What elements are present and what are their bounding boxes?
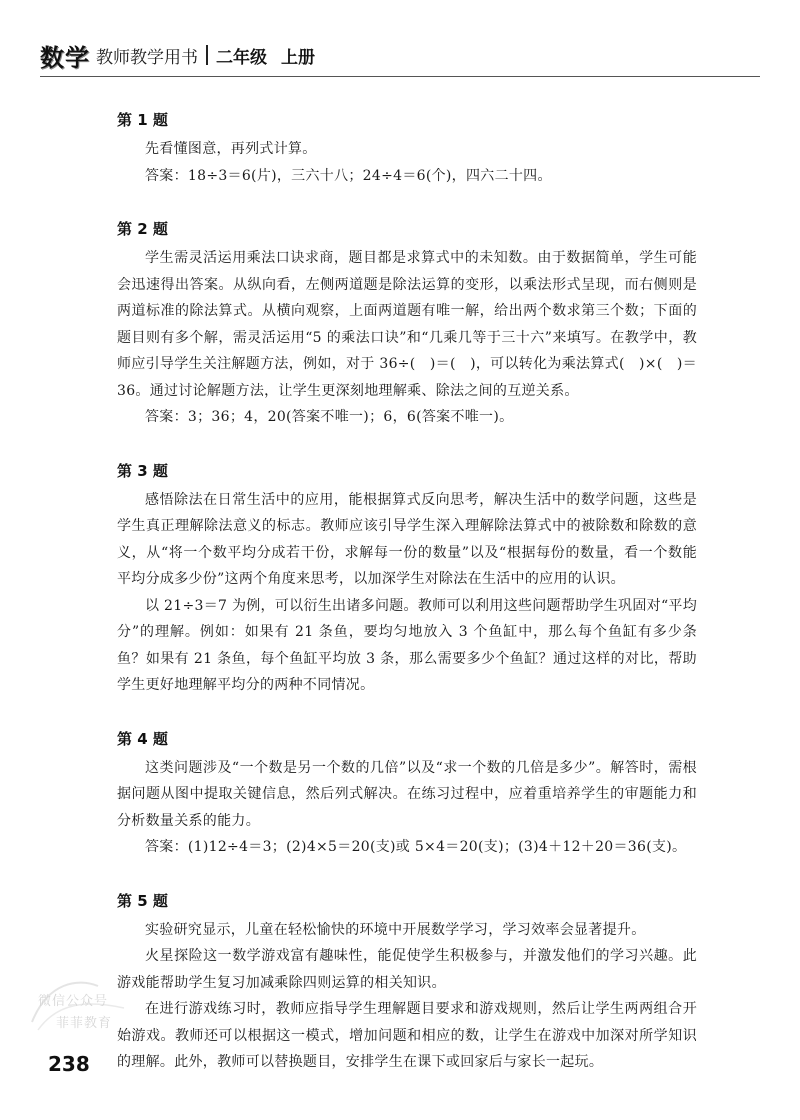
section-q4 [117, 727, 697, 861]
paragraph: 火星探险这一数学游戏富有趣味性，能促使学生积极参与，并激发他们的学习兴趣。此游戏能帮助学生复习加减乘除四则运算的相关知识。 [117, 948, 697, 991]
section-q5 [117, 889, 697, 1076]
paragraph: 在进行游戏练习时，教师应指导学生理解题目要求和游戏规则，然后让学生两两组合开始游戏。教师还可以根据这一模式，增加问题和相应的数，让学生在游戏中加深对所学知识的理解。此外，教师可以替换题目，安排学生在课下或回家后与家长一起玩。 [117, 1001, 697, 1070]
section-q1 [117, 108, 697, 189]
header-divider [206, 45, 208, 65]
paragraph: 这类问题涉及“一个数是另一个数的几倍”以及“求一个数的几倍是多少”。解答时，需根据问题从图中提取关键信息，然后列式解决。在练习过程中，应着重培养学生的审题能力和分析数量关系的能力。 [117, 759, 697, 829]
header-rule [40, 76, 760, 77]
answer-paragraph: 答案：3；36；4，20(答案不唯一)；6，6(答案不唯一)。 [145, 409, 514, 425]
watermark-line-1: 微信公众号 [38, 994, 109, 1009]
section-title: 第 1 题 [117, 111, 168, 129]
watermark-line-2: 菲菲教育 [56, 1016, 113, 1031]
subject-logo: 数学 [40, 43, 90, 72]
grade-label: 二年级 [216, 47, 267, 68]
page-number: 238 [48, 1052, 90, 1076]
section-title: 第 4 题 [117, 729, 168, 748]
book-title: 教师教学用书 [96, 47, 198, 68]
volume-label: 上册 [281, 47, 315, 68]
page-header [40, 38, 315, 72]
page-content [117, 108, 697, 1104]
section-q3 [117, 459, 697, 699]
paragraph: 以 21÷3＝7 为例，可以衍生出诸多问题。教师可以利用这些问题帮助学生巩固对“平均分”的理解。例如：如果有 21 条鱼，要均匀地放入 3 个鱼缸中，那么每个鱼缸有多少条鱼？如果有 21 条鱼，每个鱼缸平均放 3 条，那么需要多少个鱼缸？通过这样的对比，帮助学生更好地理解平均分的两种不同情况。 [117, 597, 698, 693]
paragraph: 实验研究显示，儿童在轻松愉快的环境中开展数学学习，学习效率会显著提升。 [145, 921, 646, 938]
paragraph: 感悟除法在日常生活中的应用，能根据算式反向思考，解决生活中的数学问题，这些是学生真正理解除法意义的标志。教师应该引导学生深入理解除法算式中的被除数和除数的意义，从“将一个数平均分成若干份，求解每一份的数量”以及“根据每份的数量，看一个数能平均分成多少份”这两个角度来思考，以加深学生对除法在生活中的应用的认识。 [117, 491, 697, 587]
section-title: 第 2 题 [117, 220, 168, 238]
answer-paragraph: 答案：(1)12÷4＝3；(2)4×5＝20(支)或 5×4＝20(支)；(3)4＋12＋20＝36(支)。 [145, 839, 687, 855]
section-title: 第 5 题 [117, 891, 168, 910]
paragraph: 学生需灵活运用乘法口诀求商，题目都是求算式中的未知数。由于数据简单，学生可能会迅速得出答案。从纵向看，左侧两道题是除法运算的变形，以乘法形式呈现，而右侧则是两道标准的除法算式。从横向观察，上面两道题有唯一解，给出两个数求第三个数；下面的题目则有多个解，需灵活运用“5 的乘法口诀”和“几乘几等于三十六”来填写。在教学中，教师应引导学生关注解题方法，例如，对于 36÷( )＝( )，可以转化为乘法算式( )×( )＝36。通过讨论解题方法，让学生更深刻地理解乘、除法之间的互逆关系。 [117, 250, 697, 399]
section-q2 [117, 217, 697, 431]
paragraph: 先看懂图意，再列式计算。 [145, 141, 317, 157]
answer-paragraph: 答案：18÷3＝6(片)，三六十八；24÷4＝6(个)，四六二十四。 [145, 167, 552, 184]
section-title: 第 3 题 [117, 461, 168, 480]
watermark [28, 972, 138, 1036]
